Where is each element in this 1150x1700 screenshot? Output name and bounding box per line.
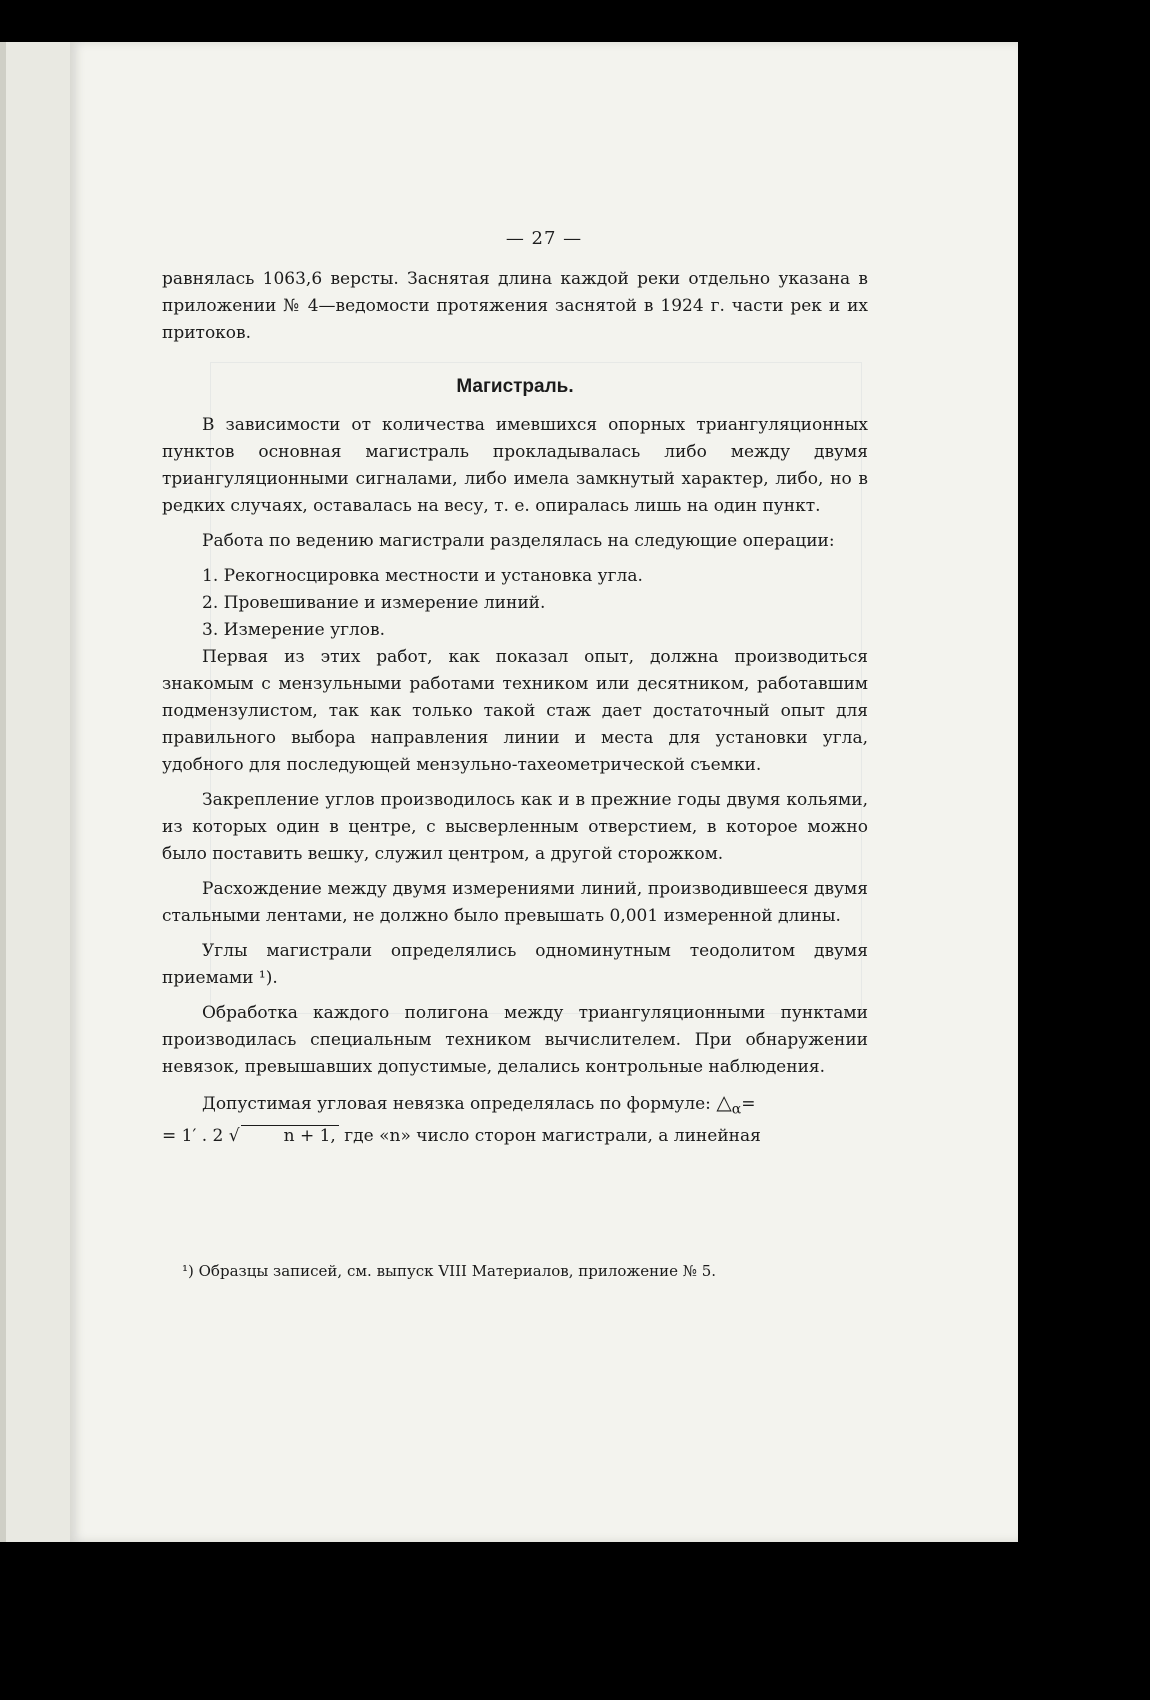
document-page xyxy=(70,42,1018,1542)
formula-intro: Допустимая угловая невязка определялась по формуле: xyxy=(202,1094,711,1114)
delta-icon: △ xyxy=(716,1090,732,1114)
formula-radicand: n + 1, xyxy=(241,1125,339,1146)
paragraph-9 xyxy=(162,1089,868,1150)
alpha-subscript: α xyxy=(731,1101,742,1118)
paragraph-8: Обработка каждого полигона между триангуляционными пунктами производилась специальным техником вычислителем. При обнаружении невязок, превышавших допустимые, делались контрольные наблюдения. xyxy=(162,1003,868,1077)
paragraph-3: Работа по ведению магистрали разделялась на следующие операции: xyxy=(202,531,835,551)
paragraph-2: В зависимости от количества имевшихся опорных триангуляционных пунктов основная магистраль прокладывалась либо между двумя триангуляционными сигналами, либо имела замкнутый характер, либо, но в редких случаях, оставалась на весу, т. е. опиралась лишь на один пункт. xyxy=(162,415,868,516)
page-number: — 27 — xyxy=(505,228,583,249)
paragraph-6: Расхождение между двумя измерениями линий, производившееся двумя стальными лентами, не должно было превышать 0,001 измеренной длины. xyxy=(162,879,868,926)
formula-left: = 1′ . 2 xyxy=(162,1126,224,1147)
list-item-3: 3. Измерение углов. xyxy=(202,620,385,640)
formula-tail: где «n» число сторон магистрали, а линейная xyxy=(344,1126,761,1147)
list-item-2: 2. Провешивание и измерение линий. xyxy=(202,593,546,613)
footnote: ¹) Образцы записей, см. выпуск VIII Материалов, приложение № 5. xyxy=(182,1262,717,1280)
paragraph-7: Углы магистрали определялись одноминутным теодолитом двумя приемами ¹). xyxy=(162,941,868,988)
sqrt-sign-icon: √ xyxy=(228,1126,240,1147)
paragraph-1: равнялась 1063,6 версты. Заснятая длина каждой реки отдельно указана в приложении № 4—ведомости протяжения заснятой в 1924 г. части рек и их притоков. xyxy=(162,269,868,343)
list-item-1: 1. Рекогносцировка местности и установка угла. xyxy=(202,566,643,586)
body-text xyxy=(162,266,868,1150)
left-page-edge xyxy=(0,42,6,1542)
formula xyxy=(162,1126,344,1146)
formula-equals: = xyxy=(741,1094,756,1114)
paragraph-4: Первая из этих работ, как показал опыт, должна производиться знакомым с мензульными работами техником или десятником, работавшим подмензулистом, так как только такой стаж дает достаточный опыт для правильного выбора направления линии и места для установки угла, удобного для последующей мензульно-тахеометрической съемки. xyxy=(162,647,868,775)
section-heading: Магистраль. xyxy=(456,376,574,397)
paragraph-5: Закрепление углов производилось как и в прежние годы двумя кольями, из которых один в центре, с высверленным отверстием, в которое можно было поставить вешку, служил центром, а другой сторожком. xyxy=(162,790,868,864)
